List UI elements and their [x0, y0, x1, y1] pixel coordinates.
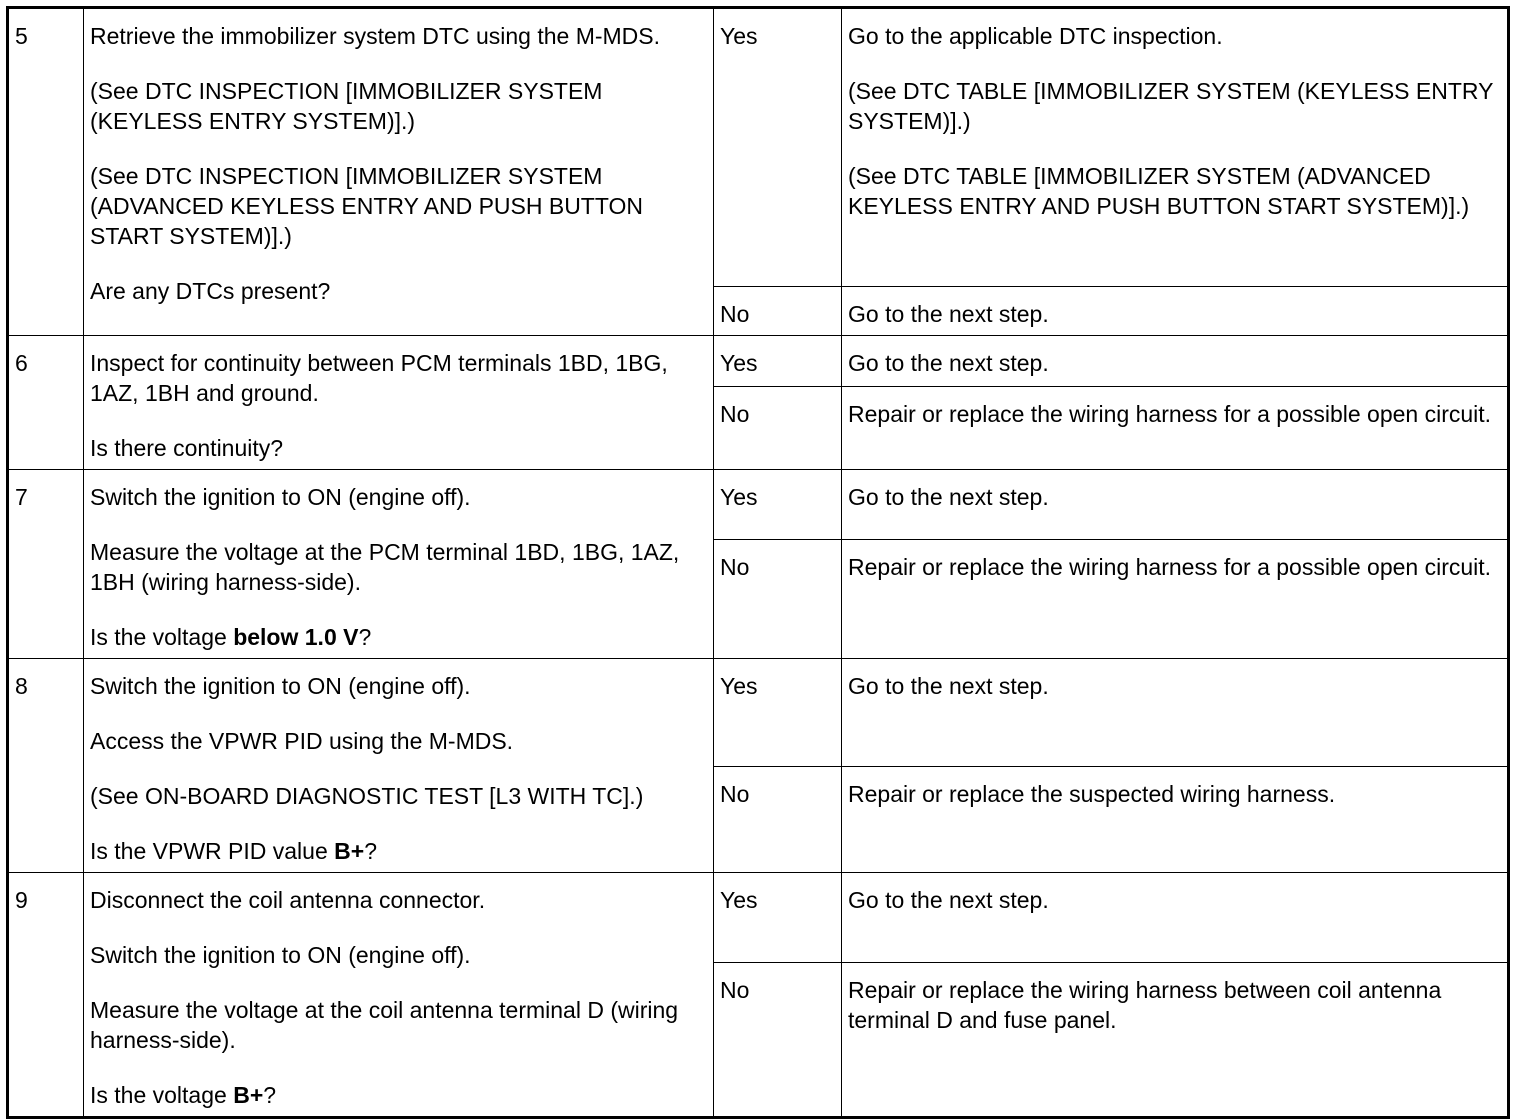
yes-label: Yes: [714, 470, 842, 540]
yes-label: Yes: [714, 659, 842, 767]
action-question: [90, 622, 707, 652]
yes-result: Go to the next step.: [842, 873, 1509, 963]
action-question: Are any DTCs present?: [90, 278, 331, 304]
step-number: 9: [8, 873, 84, 1118]
table-row: [8, 470, 1509, 540]
action-text: Retrieve the immobilizer system DTC using the M-MDS.: [90, 23, 661, 49]
action-text: Measure the voltage at the PCM terminal 1BD, 1BG, 1AZ, 1BH (wiring harness-side).: [90, 539, 680, 595]
yes-label: Yes: [714, 336, 842, 387]
yes-result: Go to the next step.: [842, 659, 1509, 767]
no-label: No: [714, 962, 842, 1117]
yes-label: Yes: [714, 873, 842, 963]
question-prefix: Is the voltage: [90, 1082, 234, 1108]
action-text: Switch the ignition to ON (engine off).: [90, 484, 471, 510]
step-action: [84, 336, 714, 470]
yes-label: Yes: [714, 8, 842, 287]
question-emphasis: below 1.0 V: [233, 624, 359, 650]
table-row: [8, 8, 1509, 287]
no-result: Repair or replace the wiring harness for a possible open circuit.: [842, 539, 1509, 658]
step-number: 6: [8, 336, 84, 470]
yes-result: Go to the next step.: [842, 336, 1509, 387]
action-text: Switch the ignition to ON (engine off).: [90, 673, 471, 699]
table-row: [8, 873, 1509, 963]
step-action: [84, 873, 714, 1118]
no-label: No: [714, 539, 842, 658]
step-action: [84, 8, 714, 336]
action-text: Switch the ignition to ON (engine off).: [90, 942, 471, 968]
no-result: Repair or replace the wiring harness between coil antenna terminal D and fuse panel.: [842, 962, 1509, 1117]
step-number: 8: [8, 659, 84, 873]
no-result: Repair or replace the wiring harness for a possible open circuit.: [842, 386, 1509, 469]
step-action: [84, 659, 714, 873]
step-number: 7: [8, 470, 84, 659]
action-question: [90, 1080, 707, 1110]
action-question: Is there continuity?: [90, 435, 284, 461]
action-text: Access the VPWR PID using the M-MDS.: [90, 728, 514, 754]
result-text: (See DTC TABLE [IMMOBILIZER SYSTEM (KEYLESS ENTRY SYSTEM)].): [848, 78, 1494, 134]
yes-result: [842, 8, 1509, 287]
question-suffix: ?: [358, 624, 372, 650]
question-prefix: Is the VPWR PID value: [90, 838, 335, 864]
no-label: No: [714, 766, 842, 872]
action-text: (See ON-BOARD DIAGNOSTIC TEST [L3 WITH TC].): [90, 783, 644, 809]
no-result: Repair or replace the suspected wiring harness.: [842, 766, 1509, 872]
question-suffix: ?: [364, 838, 377, 864]
action-text: (See DTC INSPECTION [IMMOBILIZER SYSTEM (ADVANCED KEYLESS ENTRY AND PUSH BUTTON START SYSTEM)].): [90, 163, 643, 249]
no-label: No: [714, 287, 842, 336]
question-emphasis: B+: [334, 838, 365, 864]
table-row: [8, 336, 1509, 387]
step-number: 5: [8, 8, 84, 336]
action-text: Inspect for continuity between PCM terminals 1BD, 1BG, 1AZ, 1BH and ground.: [90, 350, 668, 406]
no-label: No: [714, 386, 842, 469]
action-text: (See DTC INSPECTION [IMMOBILIZER SYSTEM (KEYLESS ENTRY SYSTEM)].): [90, 78, 603, 134]
question-emphasis: B+: [233, 1082, 264, 1108]
question-prefix: Is the voltage: [90, 624, 234, 650]
table-row: [8, 659, 1509, 767]
action-question: [90, 836, 707, 866]
action-text: Disconnect the coil antenna connector.: [90, 887, 486, 913]
diagnostic-procedure-table: [6, 6, 1510, 1119]
action-text: Measure the voltage at the coil antenna terminal D (wiring harness-side).: [90, 997, 679, 1053]
no-result: Go to the next step.: [842, 287, 1509, 336]
result-text: (See DTC TABLE [IMMOBILIZER SYSTEM (ADVANCED KEYLESS ENTRY AND PUSH BUTTON START SYSTEM)].): [848, 163, 1470, 219]
step-action: [84, 470, 714, 659]
yes-result: Go to the next step.: [842, 470, 1509, 540]
question-suffix: ?: [263, 1082, 277, 1108]
result-text: Go to the applicable DTC inspection.: [848, 23, 1223, 49]
